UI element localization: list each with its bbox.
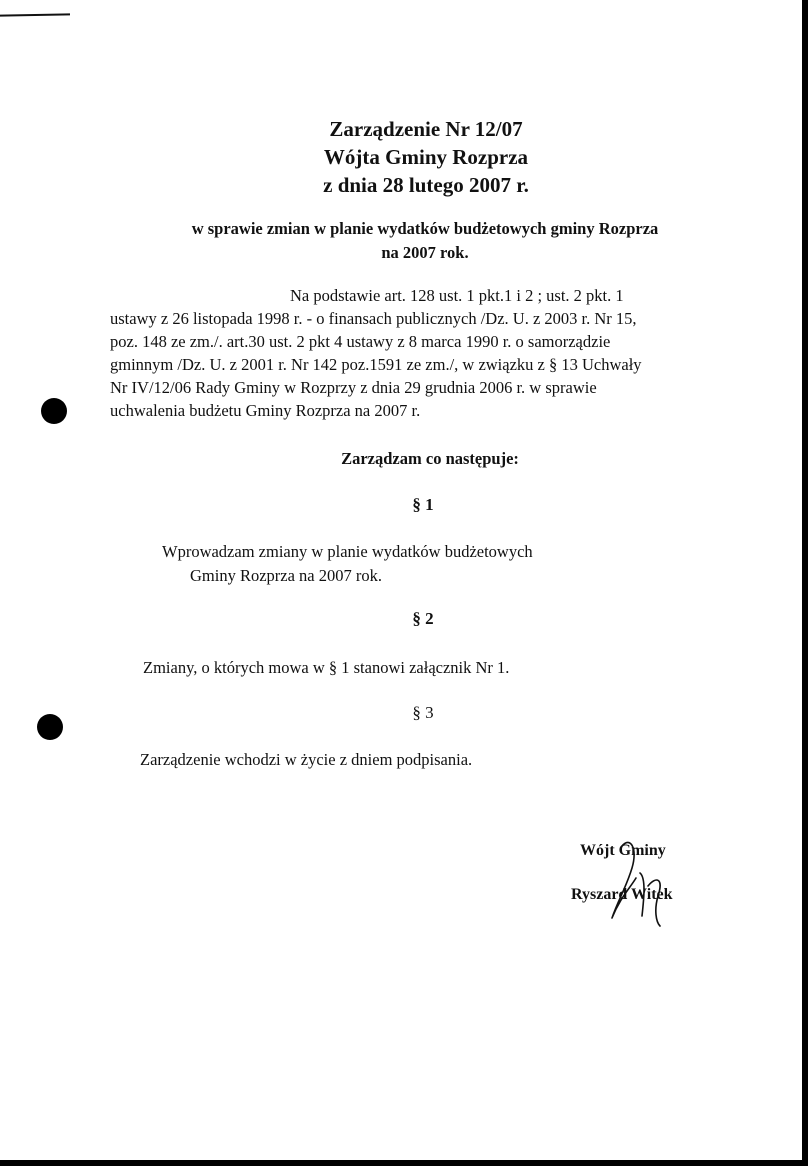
title-line-3: z dnia 28 lutego 2007 r.	[323, 173, 529, 197]
legal-basis-line: poz. 148 ze zm./. art.30 ust. 2 pkt 4 ustawy z 8 marca 1990 r. o samorządzie	[110, 332, 611, 351]
document-subject	[100, 217, 750, 265]
decree-intro: Zarządzam co następuje:	[341, 449, 519, 468]
section-heading-3: § 3	[412, 703, 434, 722]
section-1-text-line-1: Wprowadzam zmiany w planie wydatków budżetowych	[162, 542, 533, 561]
document-title	[226, 115, 626, 199]
section-1-text-line-2: Gminy Rozprza na 2007 rok.	[190, 566, 382, 585]
legal-basis-line: Na podstawie art. 128 ust. 1 pkt.1 i 2 ; ust. 2 pkt. 1	[290, 286, 624, 305]
signature-block	[560, 838, 720, 928]
handwritten-signature	[560, 838, 720, 928]
signature-title: Wójt Gminy	[580, 842, 666, 859]
title-line-2: Wójta Gminy Rozprza	[323, 145, 529, 169]
scan-border-right	[802, 0, 808, 1166]
scan-border-bottom	[0, 1160, 808, 1166]
legal-basis-line: gminnym /Dz. U. z 2001 r. Nr 142 poz.1591 ze zm./, w związku z § 13 Uchwały	[110, 355, 642, 374]
section-heading-2: § 2	[412, 609, 434, 628]
section-heading-1: § 1	[412, 495, 434, 514]
section-2-text: Zmiany, o których mowa w § 1 stanowi załącznik Nr 1.	[143, 658, 510, 677]
subject-line-2: na 2007 rok.	[381, 243, 469, 262]
legal-basis	[110, 284, 750, 422]
title-line-1: Zarządzenie Nr 12/07	[329, 117, 523, 141]
legal-basis-line: Nr IV/12/06 Rady Gminy w Rozprzy z dnia 29 grudnia 2006 r. w sprawie	[110, 378, 597, 397]
signature-name: Ryszard Witek	[571, 886, 673, 903]
punch-hole	[37, 714, 63, 740]
scan-artifact-mark	[0, 13, 70, 16]
legal-basis-line: uchwalenia budżetu Gminy Rozprza na 2007 r.	[110, 401, 421, 420]
punch-hole	[41, 398, 67, 424]
legal-basis-line: ustawy z 26 listopada 1998 r. - o finansach publicznych /Dz. U. z 2003 r. Nr 15,	[110, 309, 637, 328]
section-3-text: Zarządzenie wchodzi w życie z dniem podpisania.	[140, 750, 473, 769]
subject-line-1: w sprawie zmian w planie wydatków budżetowych gminy Rozprza	[191, 219, 659, 238]
